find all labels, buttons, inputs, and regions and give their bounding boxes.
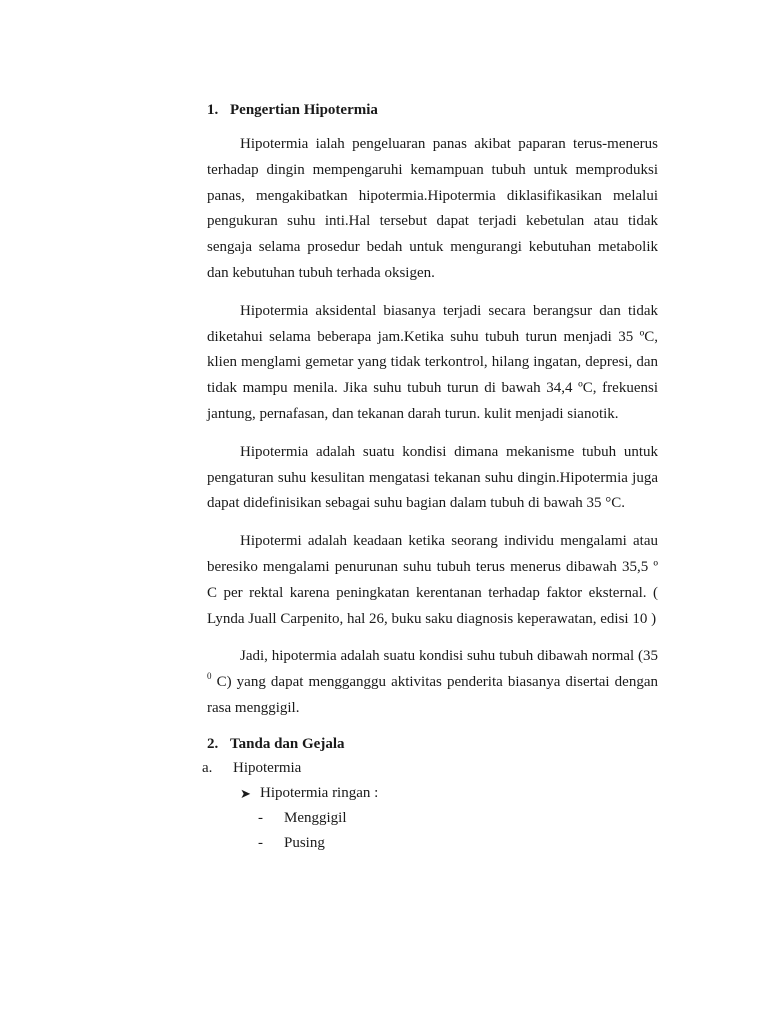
subsection-a (202, 756, 658, 781)
section-number: 1. (207, 102, 219, 118)
paragraph-definition-3: Hipotermia adalah suatu kondisi dimana mekanisme tubuh untuk pengaturan suhu kesulitan mengatasi tekanan suhu dingin.Hipotermia juga dapat didefinisikan sebagai suhu bagian dalam tubuh di bawah 35 °C. (207, 443, 658, 512)
list-item-label: Hipotermia ringan : (260, 784, 379, 801)
dash-bullet-icon: - (258, 809, 263, 826)
superscript-degree: 0 (207, 671, 212, 682)
list-item-label: Pusing (284, 834, 325, 851)
arrow-bullet-icon: ➤ (240, 785, 251, 801)
section-heading-1 (207, 100, 658, 120)
list-item (258, 831, 658, 856)
conclusion-text-start: Jadi, hipotermia adalah suatu kondisi suhu tubuh dibawah normal (35 (240, 648, 658, 665)
section-number: 2. (207, 735, 219, 752)
conclusion-text-end: C) yang dapat mengganggu aktivitas penderita biasanya disertai dengan rasa menggigil. (207, 674, 658, 716)
section-heading-2 (207, 734, 658, 754)
paragraph-conclusion (207, 644, 658, 721)
paragraph-definition-1: Hipotermia ialah pengeluaran panas akibat paparan terus-menerus terhadap dingin mempengaruhi kemampuan tubuh untuk memproduksi panas, mengakibatkan hipotermia.Hipotermia diklasifikasikan melalui pengukuran suhu inti.Hal tersebut dapat terjadi kebetulan atau tidak sengaja selama prosedur bedah untuk mengurangi kebutuhan metabolik dan kebutuhan tubuh terhada oksigen. (207, 136, 658, 281)
list-item-mild-hypothermia (240, 781, 658, 806)
section-title: Tanda dan Gejala (230, 735, 345, 752)
list-item-label: Menggigil (284, 809, 347, 826)
subsection-label: Hipotermia (233, 759, 302, 776)
paragraph-definition-4: Hipotermi adalah keadaan ketika seorang individu mengalami atau beresiko mengalami penurunan suhu tubuh terus menerus dibawah 35,5 º C per rektal karena peningkatan kerentanan terhadap faktor eksternal. ( Lynda Juall Carpenito, hal 26, buku saku diagnosis keperawatan, edisi 10 ) (207, 533, 658, 627)
list-item (258, 806, 658, 831)
page-content (202, 100, 658, 856)
subsection-letter: a. (202, 759, 213, 776)
section-title: Pengertian Hipotermia (230, 102, 378, 118)
paragraph-definition-2: Hipotermia aksidental biasanya terjadi secara berangsur dan tidak diketahui selama beberapa jam.Ketika suhu tubuh turun menjadi 35 ºC, klien menglami gemetar yang tidak terkontrol, hilang ingatan, depresi, dan tidak mampu menila. Jika suhu tubuh turun di bawah 34,4 ºC, frekuensi jantung, pernafasan, dan tekanan darah turun. kulit menjadi sianotik. (207, 302, 658, 422)
dash-bullet-icon: - (258, 834, 263, 851)
